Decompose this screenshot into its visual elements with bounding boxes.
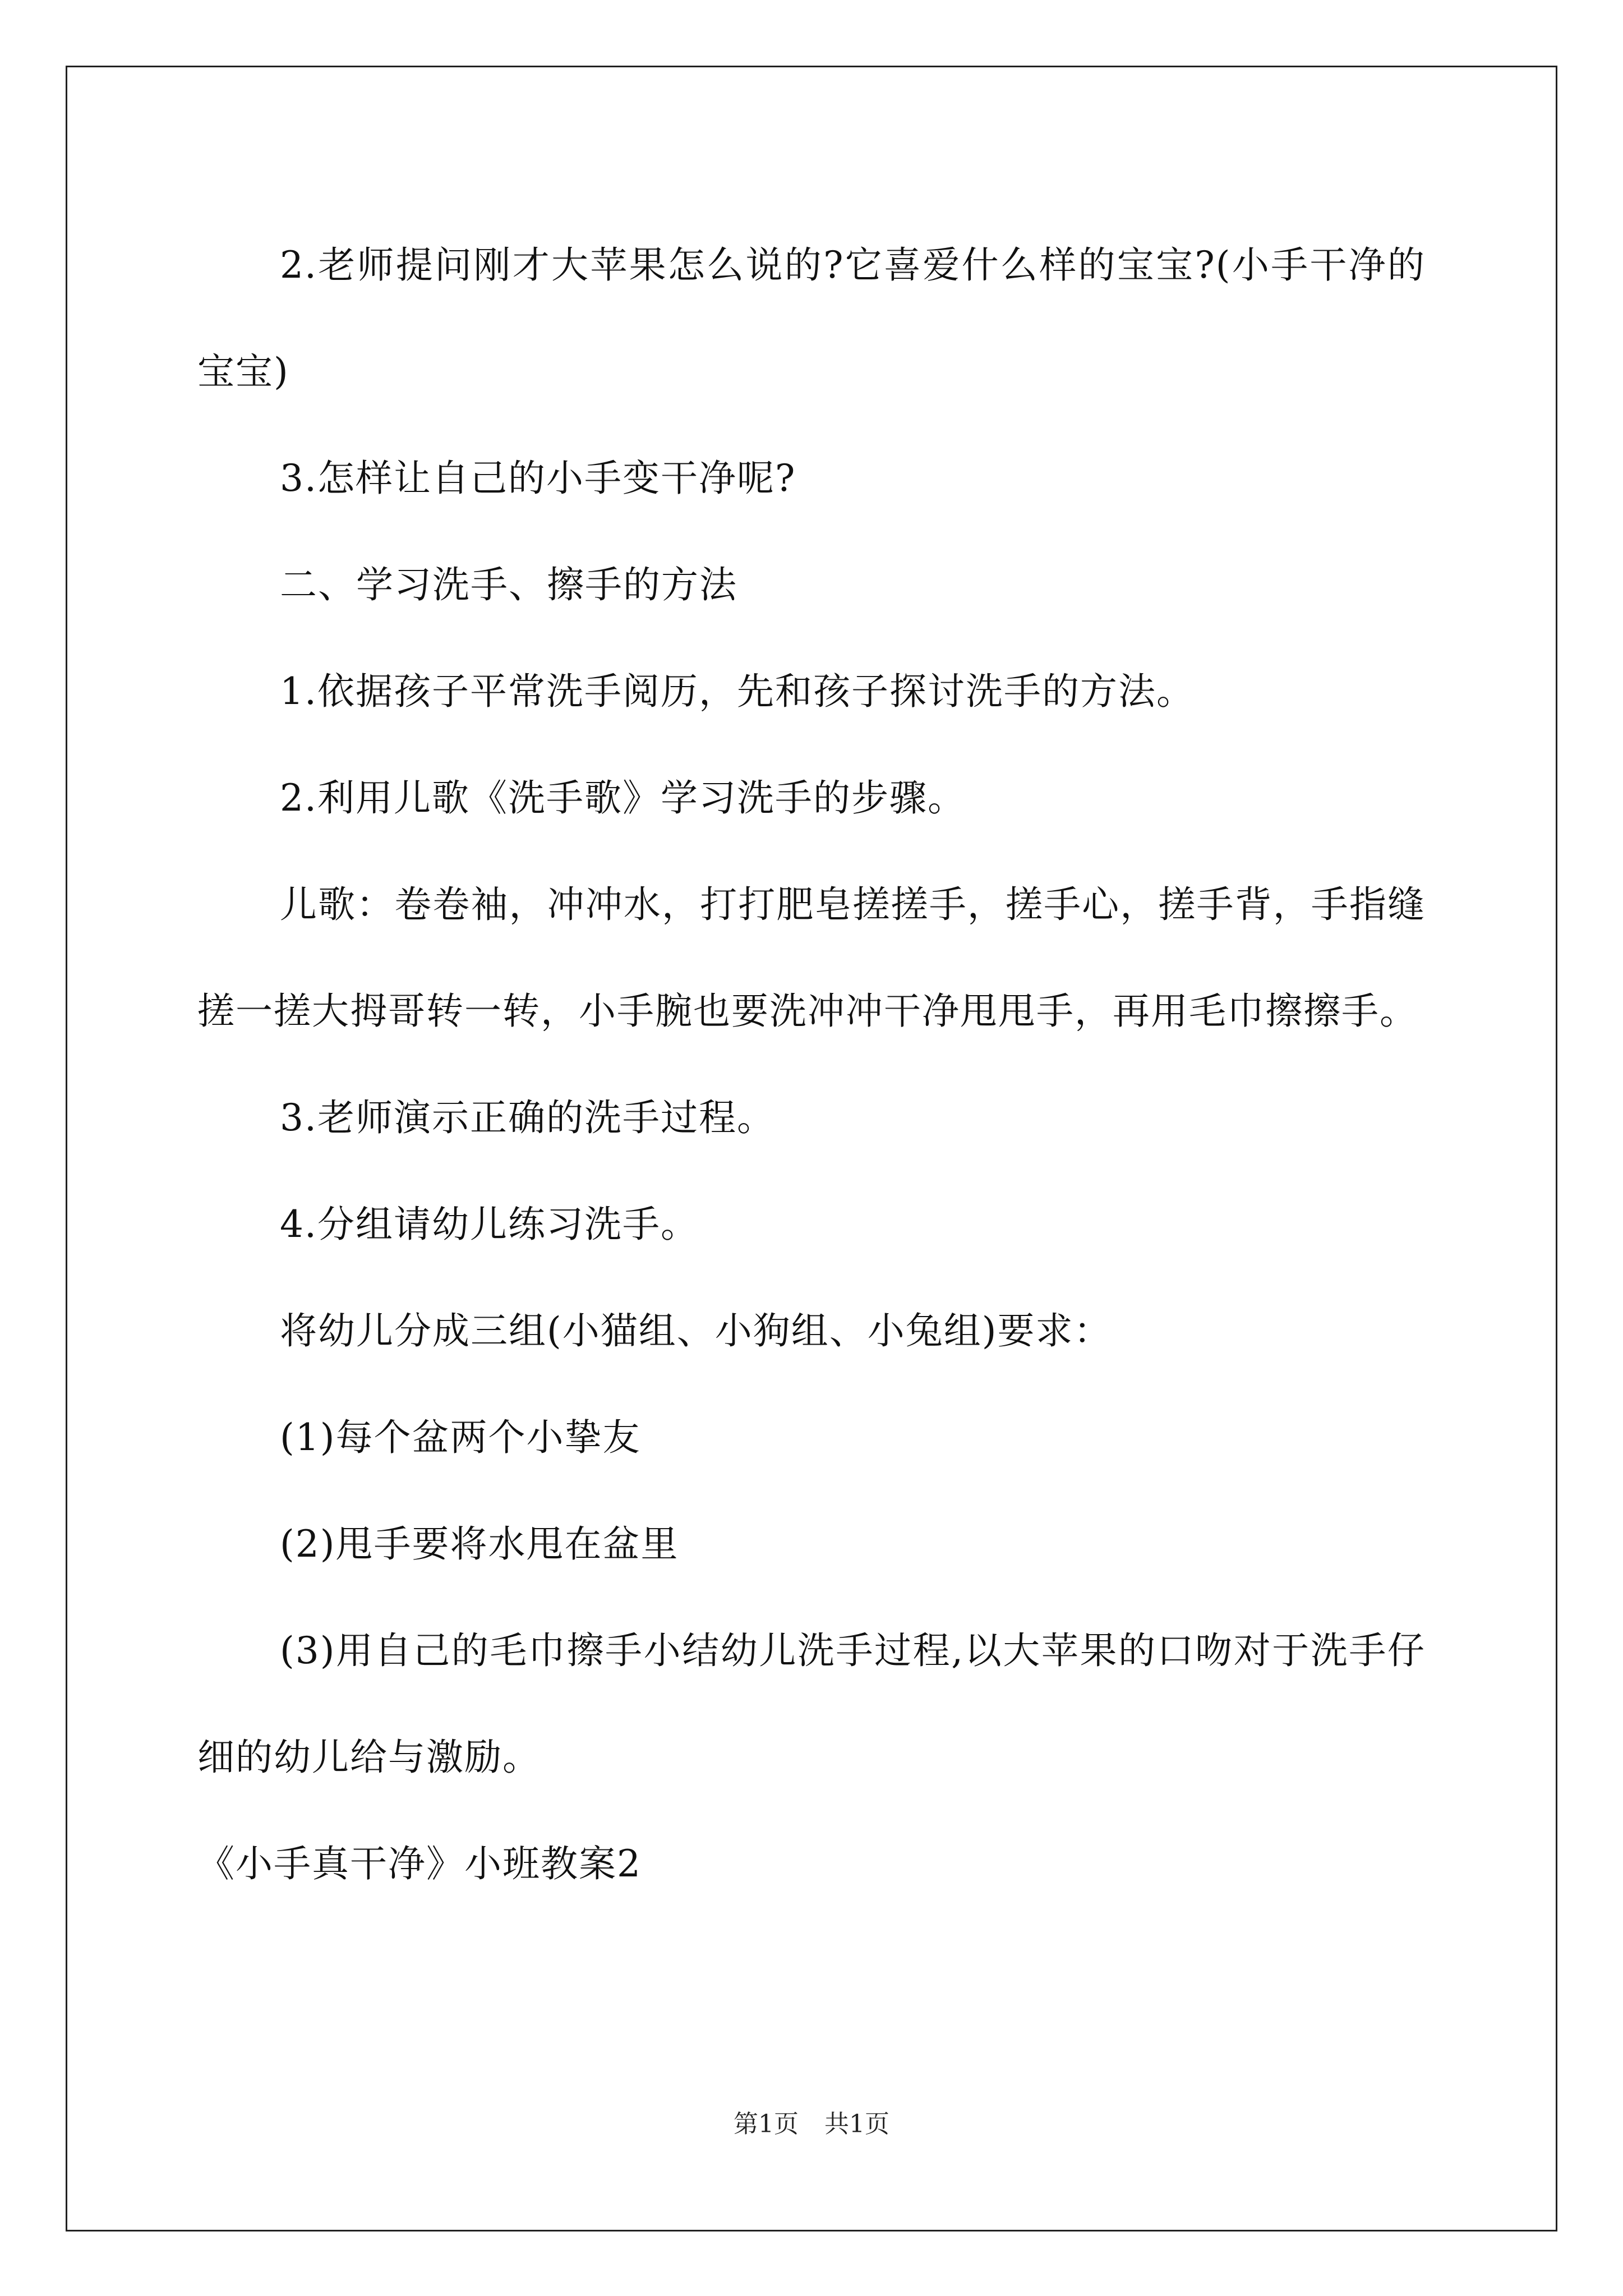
section-title: 《小手真干净》小班教案2: [197, 1842, 642, 1885]
nursery-rhyme-paragraph: 儿歌：卷卷袖，冲冲水，打打肥皂搓搓手，搓手心，搓手背，手指缝搓一搓大拇哥转一转，小手腕也要洗冲冲干净甩甩手，再用毛巾擦擦手。: [197, 883, 1426, 1033]
page-total: 共1页: [824, 2110, 889, 2138]
requirement-item: (3)用自己的毛巾擦手小结幼儿洗手过程,以大苹果的口吻对于洗手仔细的幼儿给与激励。: [197, 1629, 1426, 1779]
requirement-item: (1)每个盆两个小挚友: [280, 1416, 641, 1459]
document-body: [197, 212, 1426, 1917]
paragraph: 将幼儿分成三组(小猫组、小狗组、小兔组)要求：: [280, 1309, 1112, 1352]
paragraph: 3.老师演示正确的洗手过程。: [280, 1096, 775, 1139]
requirement-item: (2)甩手要将水甩在盆里: [280, 1522, 679, 1566]
paragraph: 2.利用儿歌《洗手歌》学习洗手的步骤。: [280, 776, 966, 820]
page-number: 第1页: [734, 2110, 799, 2138]
paragraph: 3.怎样让自己的小手变干净呢?: [280, 457, 796, 500]
paragraph: 2.老师提问刚才大苹果怎么说的?它喜爱什么样的宝宝?(小手干净的宝宝): [197, 243, 1426, 393]
section-heading: 二、学习洗手、擦手的方法: [280, 563, 737, 606]
paragraph: 1.依据孩子平常洗手阅历，先和孩子探讨洗手的方法。: [280, 670, 1195, 713]
page-footer: [0, 2104, 1623, 2139]
paragraph: 4.分组请幼儿练习洗手。: [280, 1203, 699, 1246]
